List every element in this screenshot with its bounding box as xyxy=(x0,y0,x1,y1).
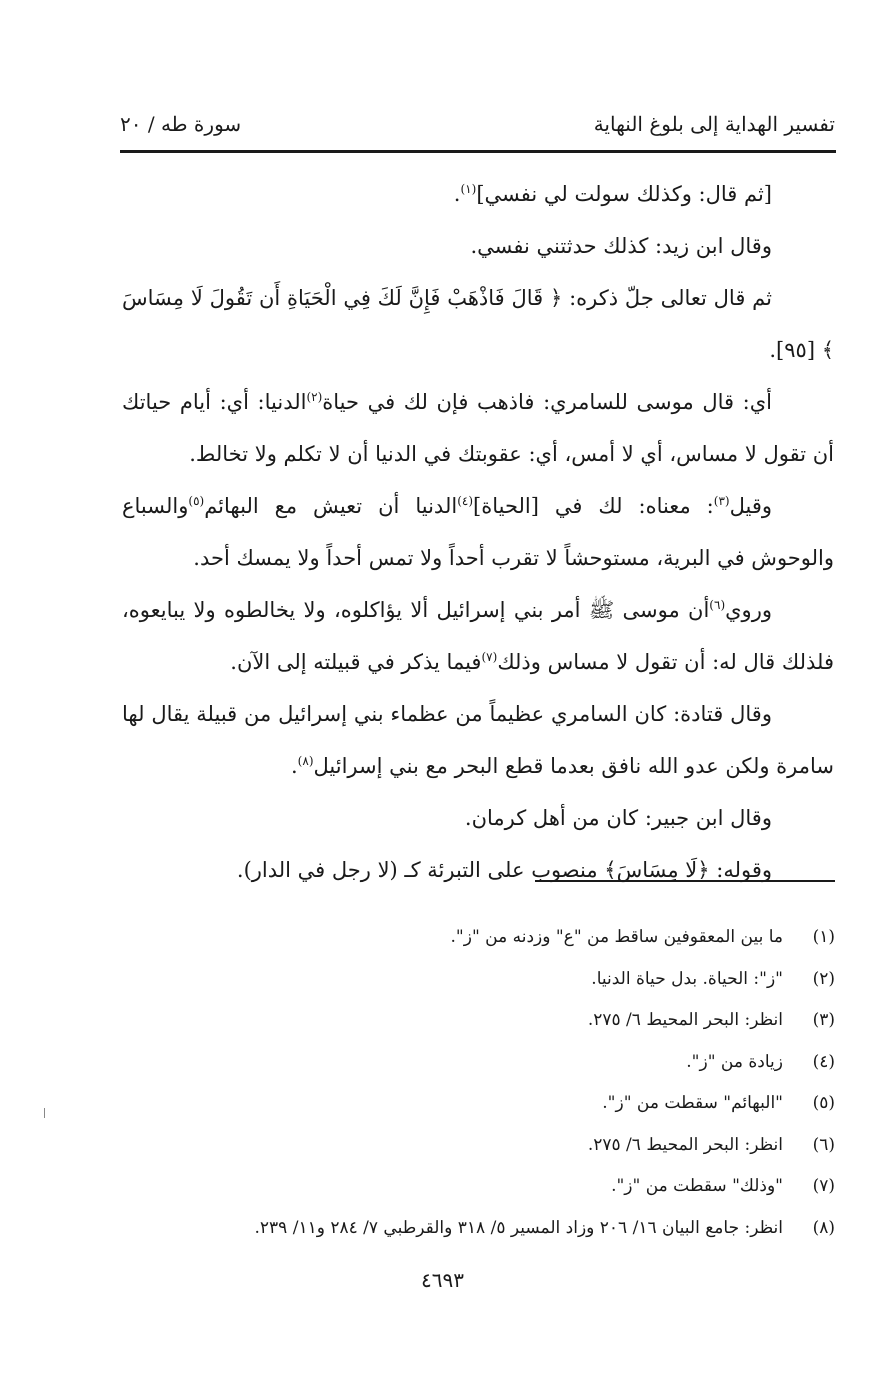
footnote-number: (٥) xyxy=(812,1093,835,1113)
running-header xyxy=(120,112,835,148)
paragraph-text: ثم قال تعالى جلّ ذكره: xyxy=(562,286,772,310)
footnote-item xyxy=(150,1083,835,1125)
paragraph-text: أن موسى ﷺ أمر بني إسرائيل ألا يؤاكلوه، ولا يخالطوه ولا يبايعوه، فلذلك قال له: أن تقول لا مساس وذلك xyxy=(122,598,834,674)
paragraph-text: وروي xyxy=(725,598,772,622)
paragraph xyxy=(122,792,834,844)
footnote-item xyxy=(150,959,835,1001)
footnote-item xyxy=(150,1125,835,1167)
footnote-ref[interactable]: (١) xyxy=(460,182,477,196)
paragraph-text: . xyxy=(290,754,298,778)
paragraph-text: : معناه: لك في [الحياة] xyxy=(473,494,714,518)
paragraph-text: وقال ابن جبير: كان من أهل كرمان. xyxy=(464,806,772,830)
footnote-text: "البهائم" سقطت من "ز". xyxy=(602,1093,783,1113)
header-divider xyxy=(120,150,836,153)
footnote-ref[interactable]: (٦) xyxy=(709,598,726,612)
main-text xyxy=(122,168,834,896)
footnote-number: (١) xyxy=(812,927,835,947)
paragraph xyxy=(122,220,834,272)
paragraph xyxy=(122,844,834,896)
footnote-item xyxy=(150,1042,835,1084)
paragraph xyxy=(122,272,834,376)
footnote-item xyxy=(150,1166,835,1208)
footnote-text: ما بين المعقوفين ساقط من "ع" وزدنه من "ز". xyxy=(450,927,783,947)
footnote-text: انظر: البحر المحيط ٦/ ٢٧٥. xyxy=(587,1134,783,1155)
paragraph-text: منصوب على التبرئة كـ (لا رجل في الدار). xyxy=(236,858,605,882)
footnote-text: "وذلك" سقطت من "ز". xyxy=(611,1176,783,1196)
footnote-ref[interactable]: (٥) xyxy=(188,494,205,508)
paragraph-text: وقوله: xyxy=(709,858,772,882)
page-number: ٤٦٩٣ xyxy=(421,1268,464,1292)
paragraph-text: وقال قتادة: كان السامري عظيماً من عظماء بني إسرائيل من قبيلة يقال لها سامرة ولكن عدو الله نافق بعدما قطع البحر مع بني إسرائيل xyxy=(122,702,834,778)
paragraph-text: أي: قال موسى للسامري: فاذهب فإن لك في حياة xyxy=(322,390,772,414)
footnote-number: (٣) xyxy=(812,1010,835,1030)
paragraph xyxy=(122,480,834,584)
footnote-item xyxy=(150,1208,835,1250)
surah-label: سورة طه / ٢٠ xyxy=(120,112,242,136)
footnote-divider xyxy=(535,880,835,882)
footnote-number: (٦) xyxy=(812,1134,835,1155)
footnote-ref[interactable]: (٣) xyxy=(713,494,730,508)
paragraph xyxy=(122,584,834,688)
footnote-ref[interactable]: (٧) xyxy=(481,650,498,664)
paragraph xyxy=(122,376,834,480)
quran-verse: ﴿ قَالَ فَاذْهَبْ فَإِنَّ لَكَ فِي الْحَيَاةِ أَن تَقُولَ لَا مِسَاسَ ﴾ xyxy=(122,286,834,362)
footnote-number: (٨) xyxy=(812,1217,835,1238)
footnote-ref[interactable]: (٢) xyxy=(306,390,323,404)
paragraph xyxy=(122,168,834,220)
footnote-number: (٧) xyxy=(812,1176,835,1196)
paragraph-text: [ثم قال: وكذلك سولت لي نفسي] xyxy=(476,182,772,206)
footnotes xyxy=(150,917,835,1249)
paragraph-text: الدنيا أن تعيش مع البهائم xyxy=(204,494,458,518)
paragraph-text: . xyxy=(453,182,461,206)
footnote-text: زيادة من "ز". xyxy=(686,1051,783,1072)
paragraph-text: والسباع والوحوش في البرية، مستوحشاً لا تقرب أحداً ولا تمس أحداً ولا يمسك أحد. xyxy=(122,494,834,570)
footnote-item xyxy=(150,1000,835,1042)
book-title: تفسير الهداية إلى بلوغ النهاية xyxy=(593,112,835,136)
paragraph-text: الدنيا: أي: أيام حياتك أن تقول لا مساس، أي لا أمس، أي: عقوبتك في الدنيا أن لا تكلم ولا تخالط. xyxy=(122,390,834,466)
footnote-number: (٢) xyxy=(812,968,835,989)
quran-verse: ﴿لَا مِسَاسَ﴾ xyxy=(604,858,710,882)
footnote-ref[interactable]: (٨) xyxy=(297,754,314,768)
footnote-item xyxy=(150,917,835,959)
footnote-ref[interactable]: (٤) xyxy=(457,494,474,508)
paragraph-text: فيما يذكر في قبيلته إلى الآن. xyxy=(230,650,482,674)
footnote-number: (٤) xyxy=(812,1051,835,1072)
footnote-text: انظر: البحر المحيط ٦/ ٢٧٥. xyxy=(587,1010,783,1030)
footnote-text: انظر: جامع البيان ١٦/ ٢٠٦ وزاد المسير ٥/ ٣١٨ والقرطبي ٧/ ٢٨٤ و١١/ ٢٣٩. xyxy=(254,1217,783,1238)
footnote-text: "ز": الحياة. بدل حياة الدنيا. xyxy=(591,968,783,989)
paragraph-text: وقال ابن زيد: كذلك حدثتني نفسي. xyxy=(470,234,772,258)
verse-number: [٩٥]. xyxy=(769,338,822,362)
scan-mark xyxy=(44,1108,45,1118)
paragraph xyxy=(122,688,834,792)
paragraph-text: وقيل xyxy=(729,494,772,518)
